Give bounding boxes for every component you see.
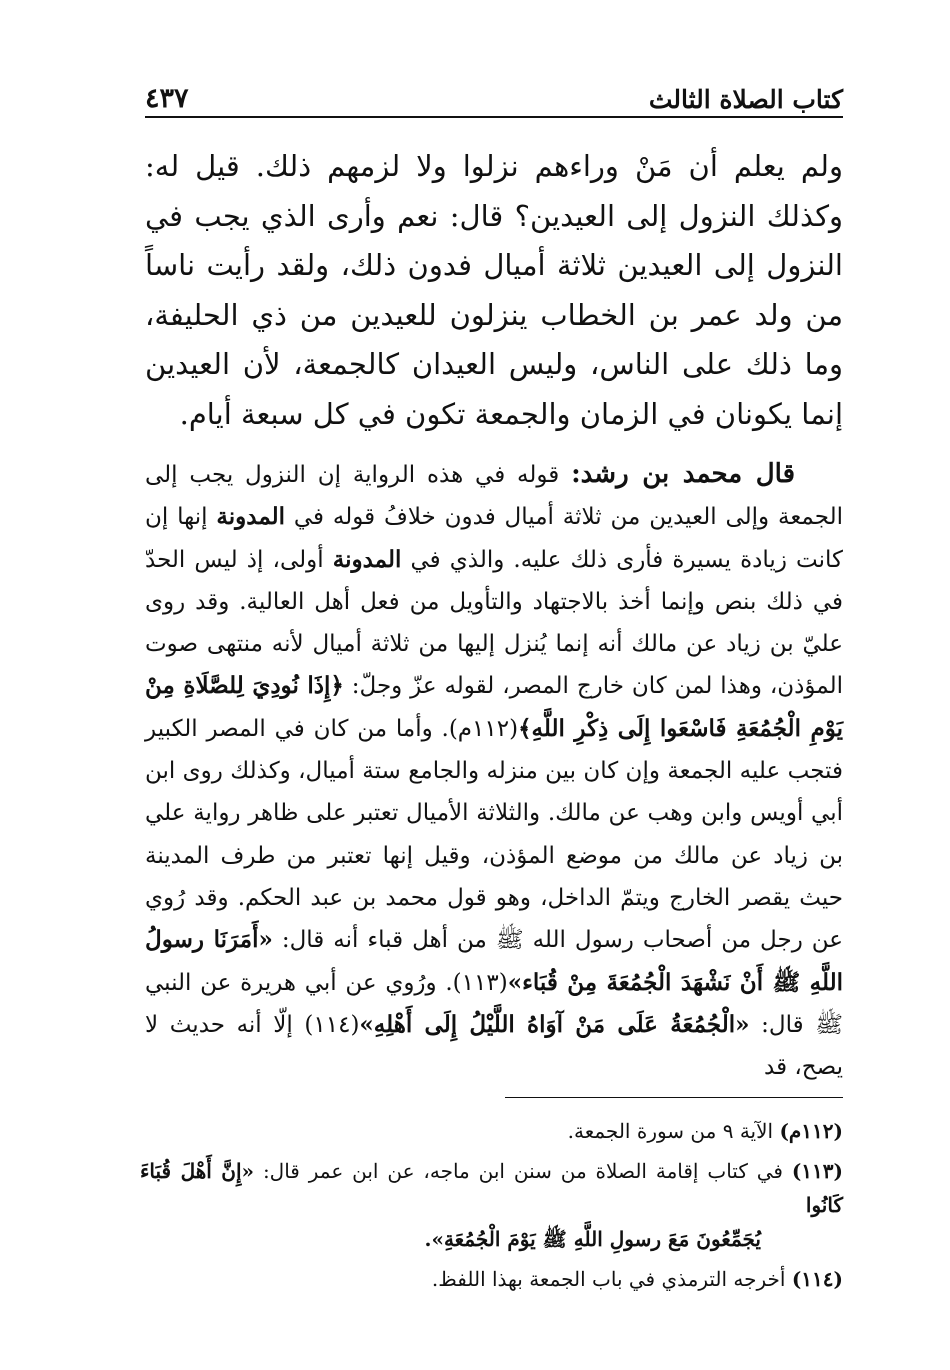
hadith-quote-2: «الْجُمُعَةُ عَلَى مَنْ آوَاهُ اللَّيْلُ إِلَى أَهْلِهِ» [359, 1010, 750, 1038]
footnote-113 [140, 1154, 843, 1256]
footnote-ref-113: (١١٣) [452, 969, 508, 996]
footnote-text: أخرجه الترمذي في باب الجمعة بهذا اللفظ. [431, 1267, 792, 1291]
paragraph-2-text-1: قوله في هذه الرواية إن النزول يجب إلى الجمعة وإلى العيدين من ثلاثة أميال فدون خلافُ قوله في [145, 462, 843, 531]
paragraph-2-text-5: . ورُوي عن أبي هريرة عن النبي ﷺ قال: [145, 969, 843, 1038]
page-header [145, 70, 843, 114]
paragraph-2-text-2: إنها إن كانت زيادة يسيرة فأرى ذلك عليه. والذي في [145, 504, 843, 573]
footnote-112 [140, 1114, 843, 1148]
speaker-heading: قال محمد بن رشد: [571, 459, 795, 489]
footnote-text: في كتاب إقامة الصلاة من سنن ابن ماجه، عن ابن عمر قال: [254, 1159, 792, 1183]
page-number: ٤٣٧ [145, 83, 189, 114]
footnotes [140, 1114, 843, 1302]
book-ref-mudawwana-2: المدونة [332, 545, 402, 573]
footnote-ref-114: (١١٤) [304, 1011, 360, 1038]
paragraph-2 [145, 453, 843, 1088]
footnote-separator [505, 1097, 843, 1098]
paragraph-2-text-3: أولى، إذ ليس الحدّ في ذلك بنص وإنما أخذ بالاجتهاد والتأويل من فعل أهل العالية. وقد روى عليّ بن زياد عن مالك أنه إنما يُنزل إليها من ثلاثة أميال لأنه منتهى صوت المؤذن، وهذا لمن كان خارج المصر، لقوله عزّ وجلّ: [145, 546, 844, 700]
footnote-number: (١١٣) [791, 1159, 843, 1183]
main-text [145, 142, 843, 1088]
footnote-114 [140, 1262, 843, 1296]
hadith-quote-1: «أَمَرَنَا رسولُ اللَّهِ ﷺ أَنْ نَشْهَدَ الْجُمُعَةَ مِنْ قُبَاء» [145, 926, 843, 996]
footnote-hadith-quote-continued: يُجَمِّعُونَ مَعَ رسولِ اللَّهِ ﷺ يَوْمَ الْجُمُعَةِ». [424, 1227, 761, 1251]
running-title: كتاب الصلاة الثالث [648, 85, 843, 114]
paragraph-2-text-4: . وأما من كان في المصر الكبير فتجب عليه الجمعة وإن كان بين منزله والجامع ستة أميال، وكذلك روى ابن أبي أويس وابن وهب عن مالك. والثلاثة الأميال تعتبر على ظاهر رواية علي بن زياد عن مالك من موضع المؤذن، وقيل إنها تعتبر من طرف المدينة حيث يقصر الخارج ويتمّ الداخل، وهو قول محمد بن عبد الحكم. وقد رُوي عن رجل من أصحاب رسول الله ﷺ من أهل قباء أنه قال: [145, 715, 844, 954]
paragraph-1: ولم يعلم أن مَنْ وراءهم نزلوا ولا لزمهم ذلك. قيل له: وكذلك النزول إلى العيدين؟ قال: نعم وأرى الذي يجب في النزول إلى العيدين ثلاثة أميال فدون ذلك، ولقد رأيت ناساً من ولد عمر بن الخطاب ينزلون للعيدين من ذي الحليفة، وما ذلك على الناس، وليس العيدان كالجمعة، لأن العيدين إنما يكونان في الزمان والجمعة تكون في كل سبعة أيام. [145, 149, 844, 431]
header-rule [145, 116, 843, 118]
quran-verse: ﴿إِذَا نُودِيَ لِلصَّلَاةِ مِنْ يَوْمِ الْجُمُعَةِ فَاسْعَوا إِلَى ذِكْرِ اللَّهِ﴾ [145, 672, 843, 742]
footnote-number: (١١٢م) [779, 1119, 843, 1143]
book-ref-mudawwana-1: المدونة [216, 503, 286, 531]
footnote-number: (١١٤) [791, 1267, 843, 1291]
footnote-text: الآية ٩ من سورة الجمعة. [567, 1119, 780, 1143]
footnote-ref-112: (١١٢م) [448, 715, 519, 742]
paragraph-2-text-6: إلّا أنه حديث لا يصح، قد [145, 1011, 843, 1081]
footnote-hadith-quote: «إِنَّ أَهْلَ قُبَاءَ كَانُوا [140, 1159, 843, 1217]
